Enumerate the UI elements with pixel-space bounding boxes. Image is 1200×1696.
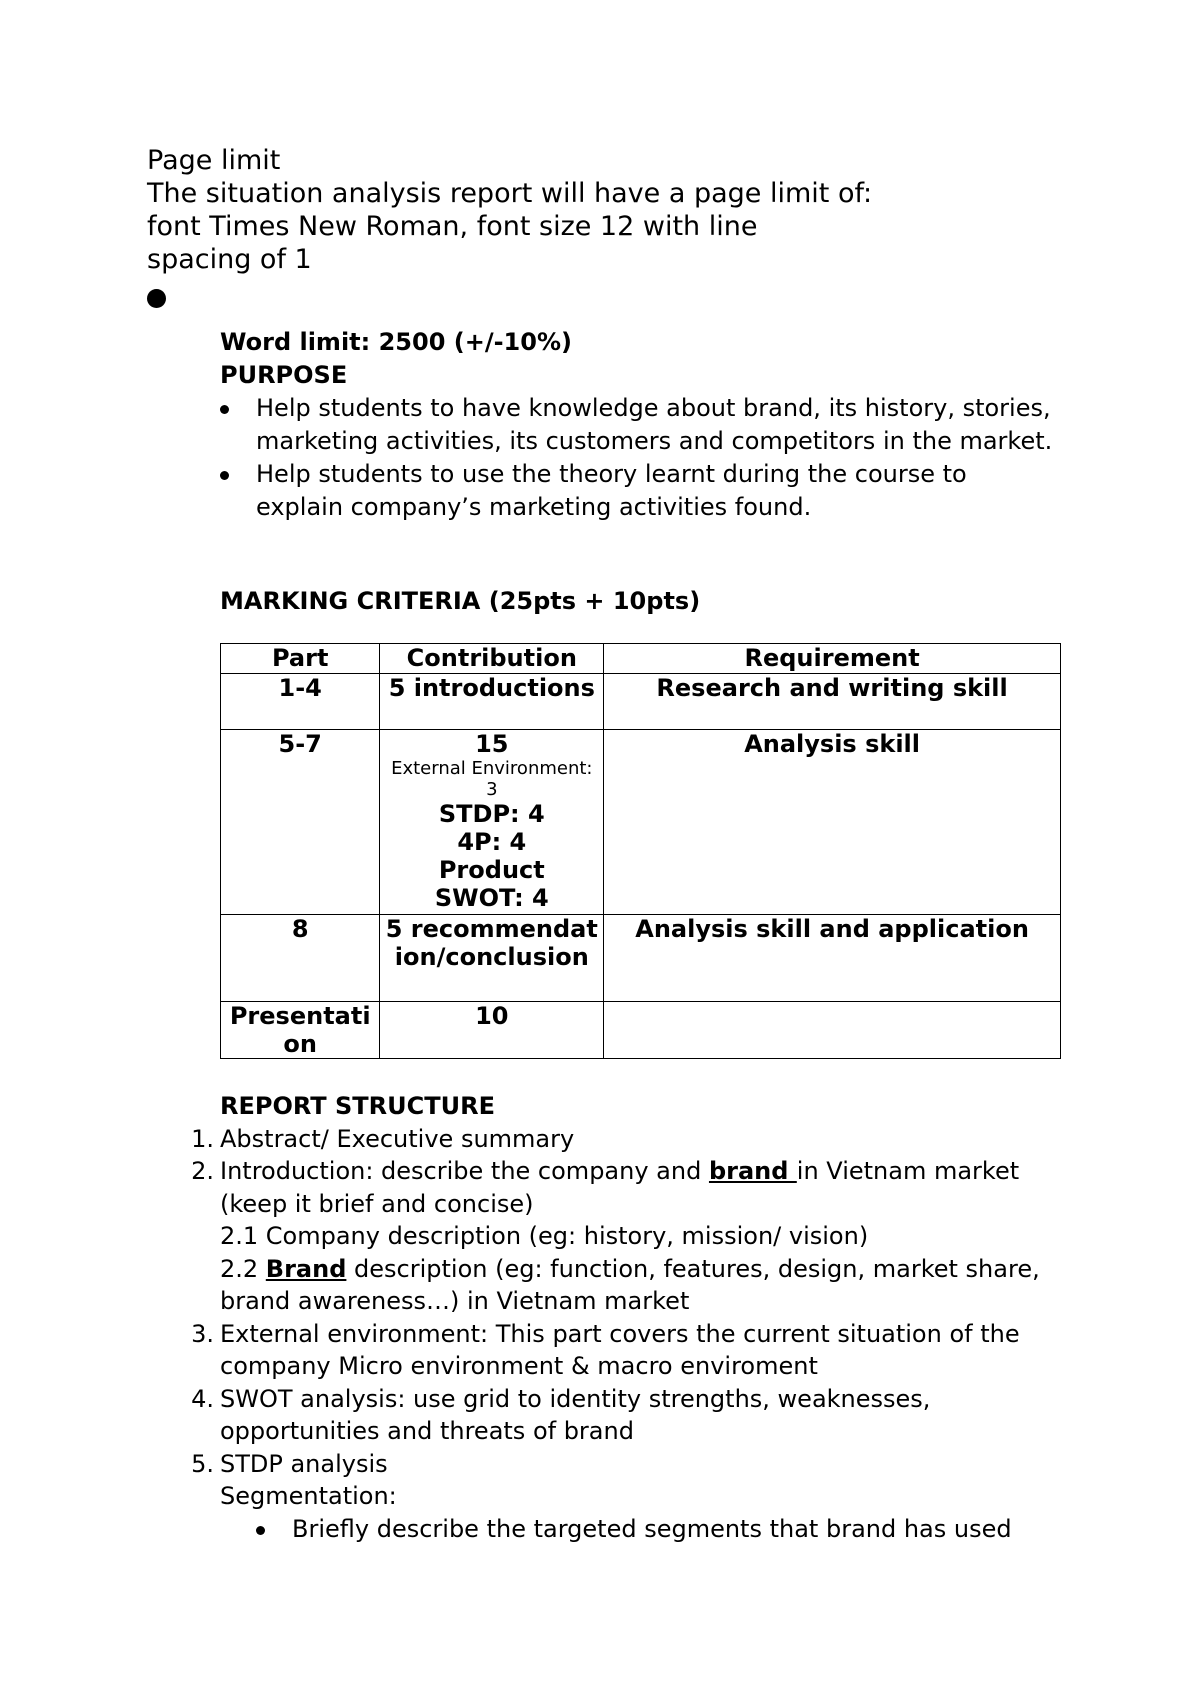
purpose-bullet-1: Help students to have knowledge about brand, its history, stories, marketing activities, its customers and competitors in the market. [256,394,1053,455]
item-text-end: in Vietnam market (keep it brief and concise) [220,1157,1020,1218]
sub-item-2-2 [220,1253,1076,1318]
contribution-value: 15 [475,730,509,758]
sub-item-2-1: 2.1 Company description (eg: history, mission/ vision) [220,1222,869,1250]
list-item [176,1123,1076,1156]
cell-requirement: Analysis skill and application [604,915,1061,1002]
sub-item-brand: Brand [265,1254,347,1283]
list-item [176,1448,1076,1513]
item-text-brand: brand [708,1157,797,1185]
item-text: External environment: This part covers the current situation of the company Micro environment & macro enviroment [220,1319,1020,1380]
purpose-section [220,326,1060,524]
item-number: 1. [191,1124,214,1153]
table-row [221,915,1061,1002]
cell-part: 1-4 [221,674,380,730]
marking-criteria-table [220,643,1061,1059]
cell-part: Presentation [221,1002,380,1059]
cell-contribution: 5 introductions [380,674,604,730]
header-requirement: Requirement [604,644,1061,674]
cell-requirement: Analysis skill [604,730,1061,915]
table-header-row [221,644,1061,674]
report-structure-section [176,1090,1076,1545]
list-item [220,458,1060,524]
bullet-icon [256,1526,265,1535]
cell-part: 5-7 [221,730,380,915]
table-row [221,1002,1061,1059]
cell-requirement: Research and writing skill [604,674,1061,730]
bullet-icon [147,289,166,308]
item-text: SWOT analysis: use grid to identity strengths, weaknesses, opportunities and threats of brand [220,1384,931,1445]
report-structure-title: REPORT STRUCTURE [220,1092,495,1120]
list-item [220,392,1060,458]
segmentation-label: Segmentation: [220,1482,397,1510]
page-limit-line-2: font Times New Roman, font size 12 with line [147,211,758,242]
table-row [221,730,1061,915]
list-item [176,1383,1076,1448]
purpose-list [220,392,1060,524]
item-number: 3. [191,1319,214,1348]
cell-contribution [380,730,604,915]
contribution-product: Product [438,856,545,884]
bullet-icon [220,405,229,414]
purpose-heading: PURPOSE [220,361,348,389]
page-limit-line-3: spacing of 1 [147,244,312,275]
marking-criteria-title: MARKING CRITERIA (25pts + 10pts) [220,587,701,615]
header-part: Part [221,644,380,674]
purpose-bullet-2: Help students to use the theory learnt during the course to explain company’s marketing activities found. [256,460,967,521]
sub-item-rest: description (eg: function, features, design, market share, brand awareness…) in Vietnam market [220,1254,1040,1315]
item-text-start: Introduction: describe the company and [220,1157,709,1185]
item-number: 4. [191,1384,214,1413]
cell-requirement [604,1002,1061,1059]
contribution-stdp: STDP: 4 [438,800,545,828]
cell-contribution: 10 [380,1002,604,1059]
item-text: STDP analysis [220,1449,388,1478]
segmentation-bullet: Briefly describe the targeted segments that brand has used [292,1514,1012,1543]
item-text: Abstract/ Executive summary [220,1124,575,1153]
list-item [176,1513,1076,1546]
list-item [176,1155,1076,1318]
word-limit: Word limit: 2500 (+/-10%) [220,328,572,356]
cell-contribution: 5 recommendation/conclusion [380,915,604,1002]
item-number: 5. [191,1449,214,1478]
bullet-icon [220,471,229,480]
table-row [221,674,1061,730]
item-number: 2. [191,1157,214,1185]
sub-item-prefix: 2.2 [220,1254,266,1283]
page-limit-line-1: The situation analysis report will have a page limit of: [147,178,873,209]
contribution-4p: 4P: 4 [457,828,527,856]
contribution-swot: SWOT: 4 [434,884,549,912]
page-limit-title: Page limit [147,145,281,176]
cell-part: 8 [221,915,380,1002]
list-item [176,1318,1076,1383]
contribution-note: External Environment: 3 [391,758,593,800]
header-contribution: Contribution [380,644,604,674]
page-limit-block [147,144,872,276]
